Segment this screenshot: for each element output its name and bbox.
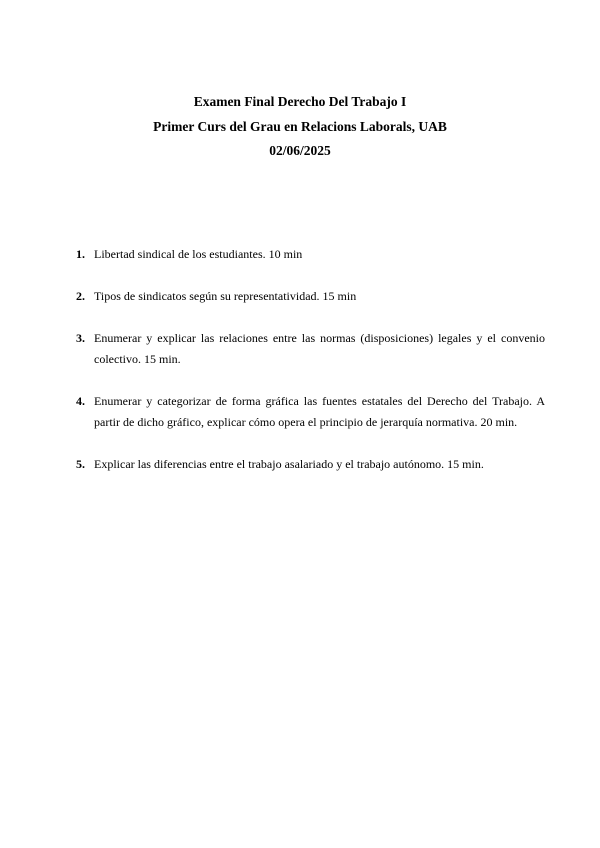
question-item bbox=[76, 391, 545, 433]
question-item bbox=[76, 286, 545, 307]
question-number: 5. bbox=[76, 457, 85, 471]
question-text: Enumerar y categorizar de forma gráfica las fuentes estatales del Derecho del Trabajo. A partir de dicho gráfico, explicar cómo opera el principio de jerarquía normativa. 20 min. bbox=[94, 394, 545, 429]
question-list bbox=[76, 244, 545, 496]
question-number: 4. bbox=[76, 394, 85, 408]
question-item bbox=[76, 328, 545, 370]
question-text: Libertad sindical de los estudiantes. 10 min bbox=[94, 247, 303, 261]
question-text: Explicar las diferencias entre el trabajo asalariado y el trabajo autónomo. 15 min. bbox=[94, 457, 484, 471]
question-number: 1. bbox=[76, 247, 85, 261]
exam-subtitle: Primer Curs del Grau en Relacions Laborals, UAB bbox=[153, 118, 447, 134]
question-item bbox=[76, 244, 545, 265]
exam-title: Examen Final Derecho Del Trabajo I bbox=[193, 94, 407, 109]
exam-header bbox=[0, 90, 600, 164]
question-text: Tipos de sindicatos según su representatividad. 15 min bbox=[94, 289, 357, 303]
question-text: Enumerar y explicar las relaciones entre las normas (disposiciones) legales y el convenio colectivo. 15 min. bbox=[94, 331, 545, 366]
exam-date: 02/06/2025 bbox=[269, 143, 331, 158]
question-number: 2. bbox=[76, 289, 85, 303]
question-item bbox=[76, 454, 545, 475]
question-number: 3. bbox=[76, 331, 85, 345]
